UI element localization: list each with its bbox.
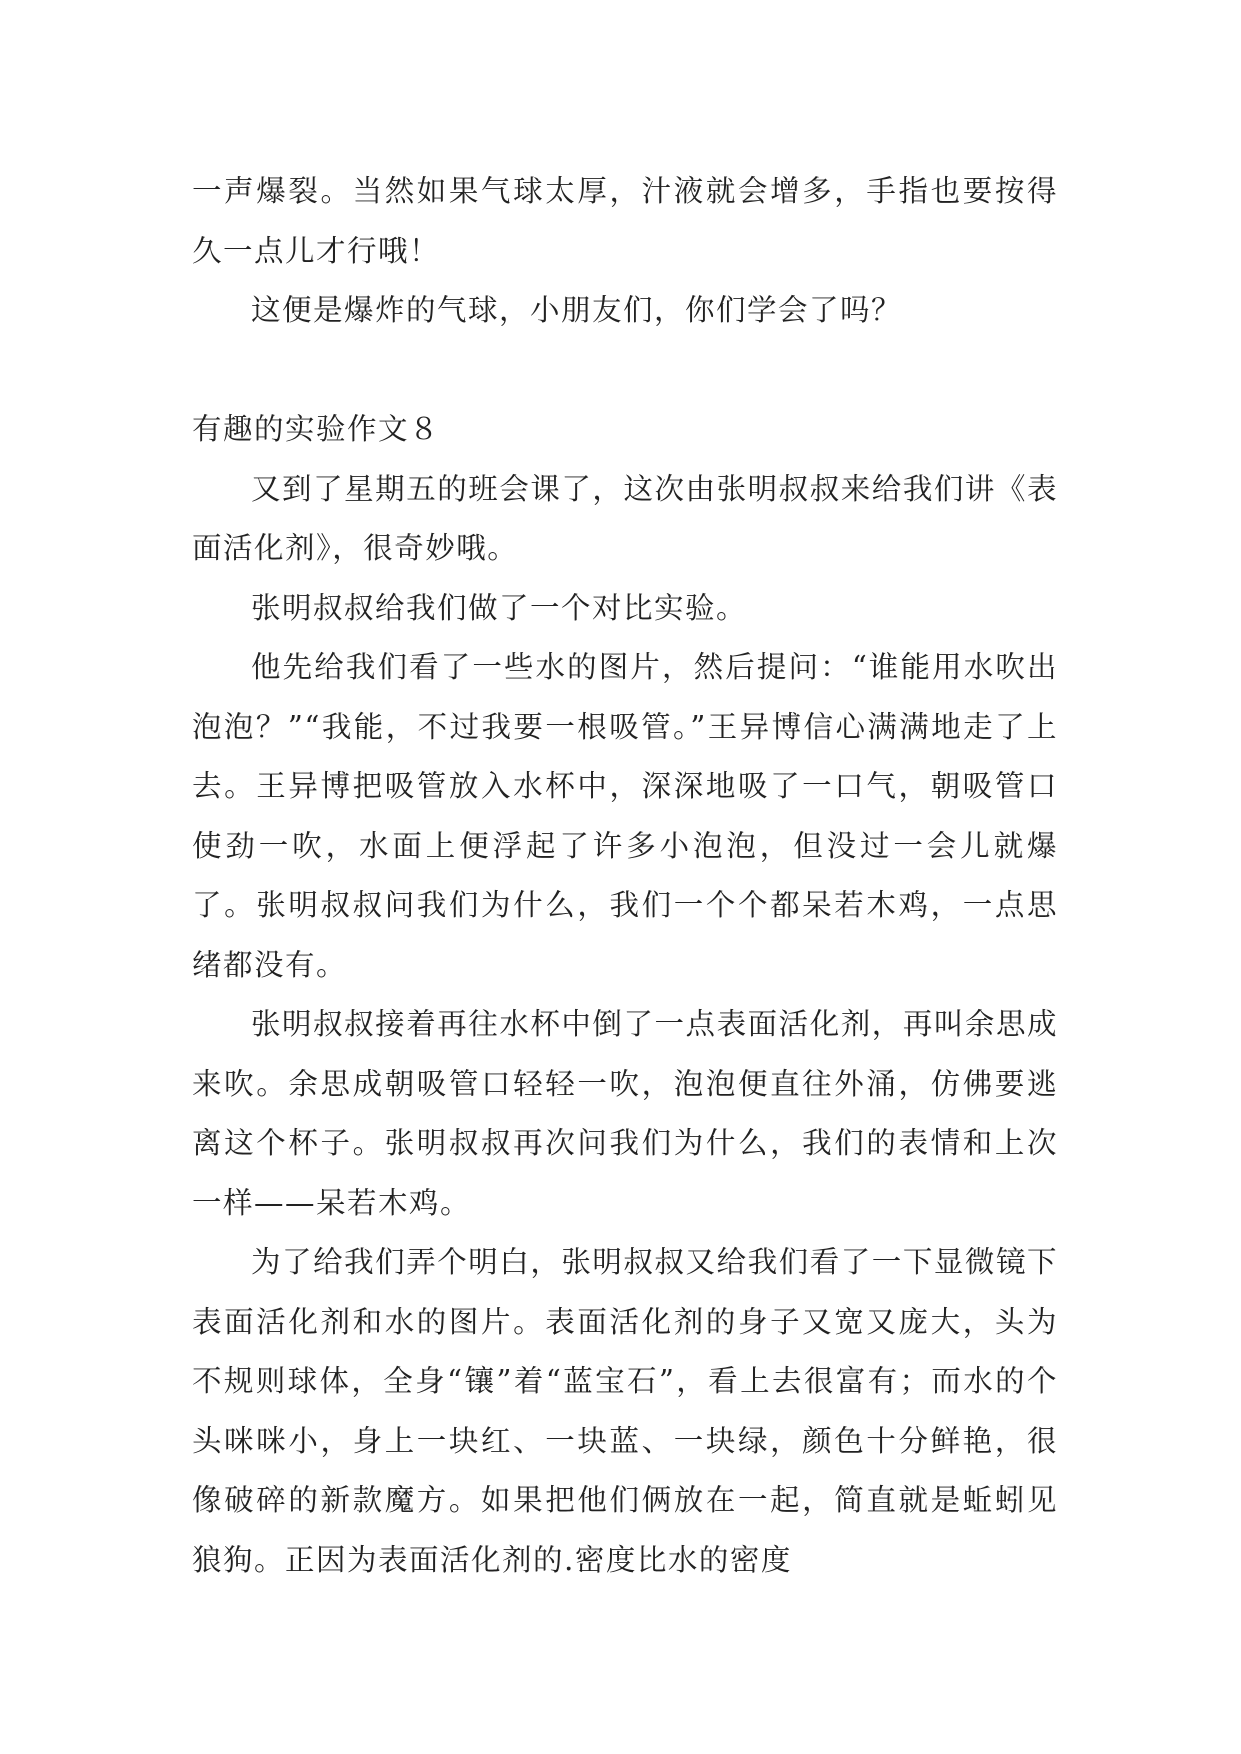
paragraph: 张明叔叔给我们做了一个对比实验。 — [251, 590, 748, 625]
paragraph: 这便是爆炸的气球，小朋友们，你们学会了吗？ — [251, 293, 903, 327]
paragraph: 又到了星期五的班会课了，这次由张明叔叔来给我们讲《表面活化剂》，很奇妙哦。 — [192, 471, 1058, 565]
paragraph: 他先给我们看了一些水的图片，然后提问：“谁能用水吹出泡泡？”“我能，不过我要一根吸管。”王异博信心满满地走了上去。王异博把吸管放入水杯中，深深地吸了一口气，朝吸管口使劲一吹，水面上便浮起了许多小泡泡，但没过一会儿就爆了。张明叔叔问我们为什么，我们一个个都呆若木鸡，一点思绪都没有。 — [192, 650, 1058, 982]
paragraph: 张明叔叔接着再往水杯中倒了一点表面活化剂，再叫余思成来吹。余思成朝吸管口轻轻一吹，泡泡便直往外涌，仿佛要逃离这个杯子。张明叔叔再次问我们为什么，我们的表情和上次一样——呆若木鸡。 — [192, 1007, 1058, 1220]
section-title: 有趣的实验作文８ — [192, 412, 441, 446]
paragraph: 为了给我们弄个明白，张明叔叔又给我们看了一下显微镜下表面活化剂和水的图片。表面活化剂的身子又宽又庞大，头为不规则球体，全身“镶”着“蓝宝石”，看上去很富有；而水的个头咪咪小，身上一块红、一块蓝、一块绿，颜色十分鲜艳，很像破碎的新款魔方。如果把他们俩放在一起，简直就是蚯蚓见狼狗。正因为表面活化剂的.密度比水的密度 — [192, 1245, 1058, 1577]
document-body — [192, 162, 1058, 1590]
continued-paragraph: 一声爆裂。当然如果气球太厚，汁液就会增多，手指也要按得久一点儿才行哦！ — [192, 174, 1058, 268]
section-gap — [192, 341, 1058, 401]
